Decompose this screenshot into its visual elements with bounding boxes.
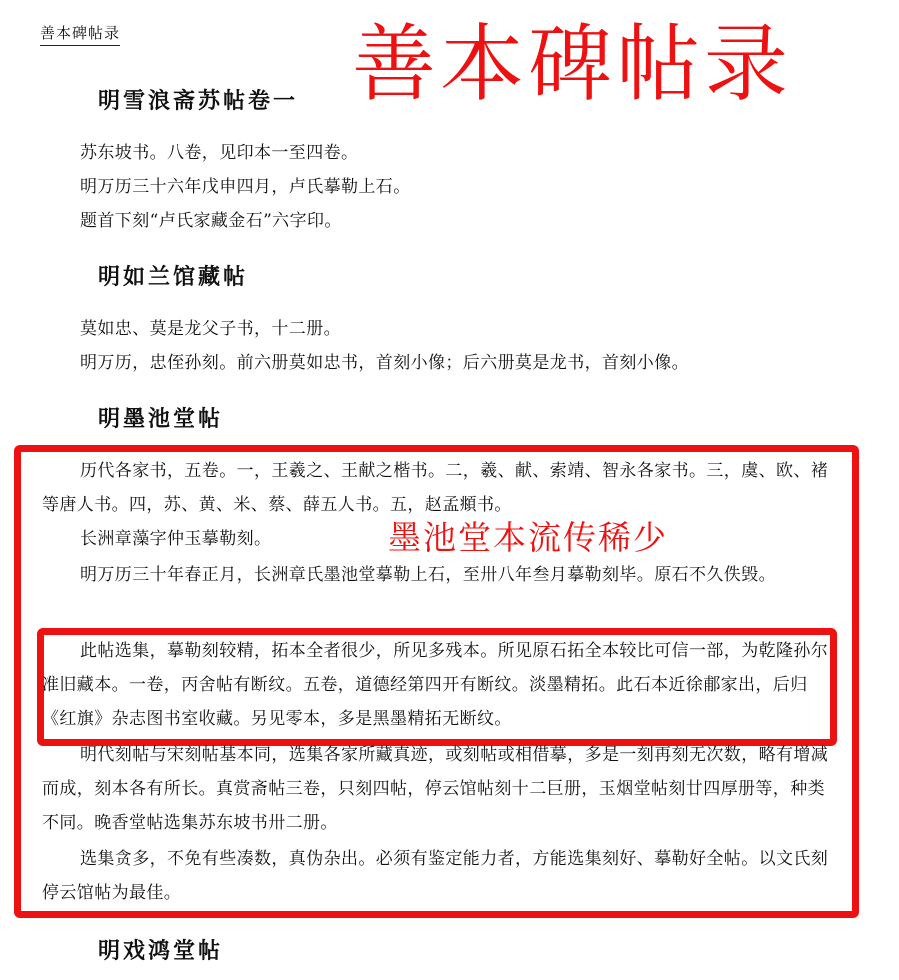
paragraph: 长洲章藻字仲玉摹勒刻。 <box>80 529 272 549</box>
paragraph: 历代各家书，五卷。一，王羲之、王献之楷书。二，羲、献、索靖、智永各家书。三，虞、欧、褚等唐人书。四，苏、黄、米、蔡、薛五人书。五，赵孟頫书。 <box>42 461 829 515</box>
paragraph: 此帖选集，摹勒刻较精，拓本全者很少，所见多残本。所见原石拓全本较比可信一部，为乾隆孙尔准旧藏本。一卷，丙舍帖有断纹。五卷，道德经第四开有断纹。淡墨精拓。此石本近徐郙家出，后归《红旗》杂志图书室收藏。另见零本，多是黑墨精拓无断纹。 <box>42 641 829 729</box>
overlay-note: 墨池堂本流传稀少 <box>388 518 668 557</box>
section-title: 明戏鸿堂帖 <box>98 938 224 964</box>
section-title: 明雪浪斋苏帖卷一 <box>98 88 299 114</box>
text-line: 题首下刻“卢氏家藏金石”六字印。 <box>80 211 342 231</box>
paragraph: 明代刻帖与宋刻帖基本同，选集各家所藏真迹，或刻帖或相借摹，多是一刻再刻无次数，略有增减而成，刻本各有所长。真赏斋帖三卷，只刻四帖，停云馆帖刻十二巨册，玉烟堂帖刻廿四厚册等，种类不同。晚香堂帖选集苏东坡书卅二册。 <box>42 745 829 833</box>
paragraph: 选集贪多，不免有些凑数，真伪杂出。必须有鉴定能力者，方能选集刻好、摹勒好全帖。以文氏刻停云馆帖为最佳。 <box>42 849 829 903</box>
text-line: 苏东坡书。八卷，见印本一至四卷。 <box>80 143 359 163</box>
text-line: 明万历，忠侄孙刻。前六册莫如忠书，首刻小像；后六册莫是龙书，首刻小像。 <box>80 353 689 373</box>
section-title: 明如兰馆藏帖 <box>98 264 249 290</box>
paragraph: 明万历三十年春正月，长洲章氏墨池堂摹勒上石，至卅八年叁月摹勒刻毕。原石不久佚毁。 <box>80 565 776 585</box>
text-line: 莫如忠、莫是龙父子书，十二册。 <box>80 319 341 339</box>
overlay-title: 善本碑帖录 <box>352 15 793 113</box>
text-line: 明万历三十六年戊申四月，卢氏摹勒上石。 <box>80 177 411 197</box>
section-title: 明墨池堂帖 <box>98 406 224 432</box>
running-header: 善本碑帖录 <box>40 22 120 46</box>
